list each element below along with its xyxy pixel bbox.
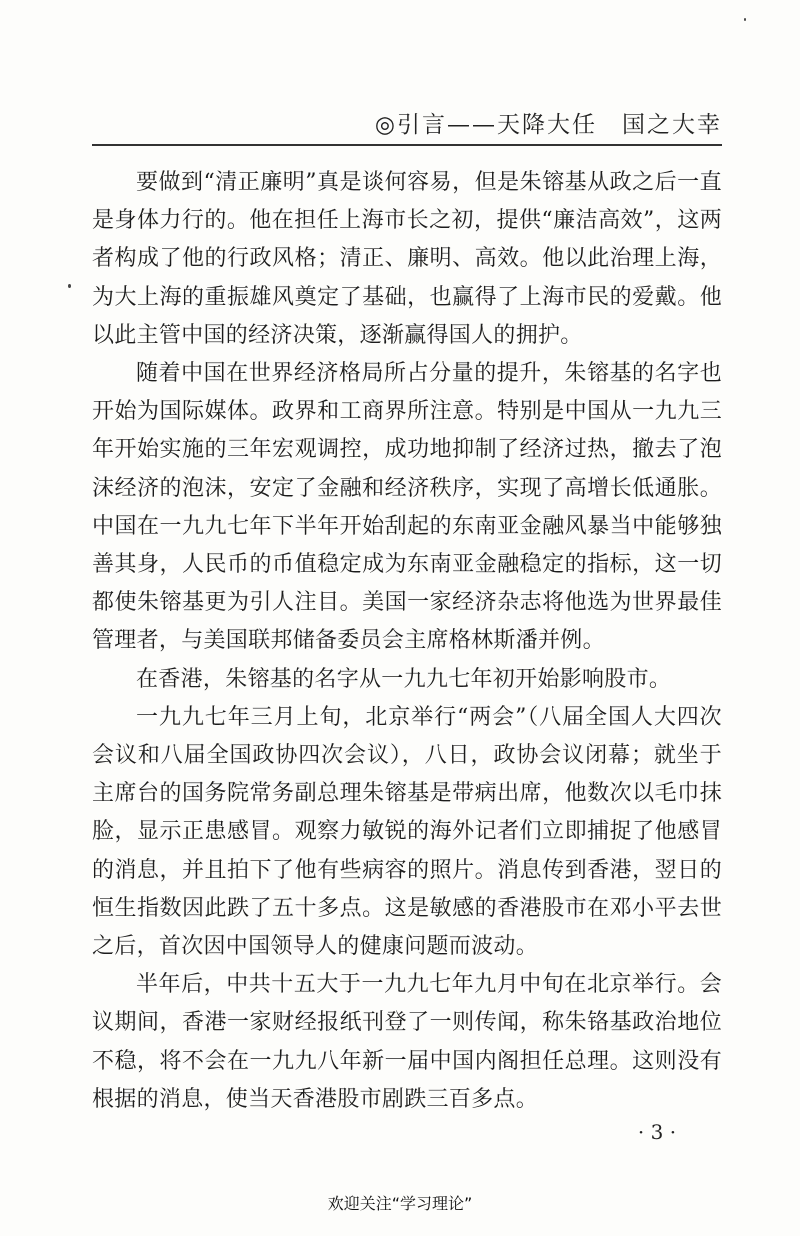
header-rule (92, 144, 722, 146)
page-number: · 3 · (637, 1120, 677, 1144)
paragraph: 要做到“清正廉明”真是谈何容易，但是朱镕基从政之后一直是身体力行的。他在担任上海市长之初，提供“廉洁高效”，这两者构成了他的行政风格；清正、廉明、高效。他以此治理上海，为大上海的重振雄风奠定了基础，也赢得了上海市民的爱戴。他以此主管中国的经济决策，逐渐赢得国人的拥护。 (92, 170, 722, 348)
running-header: ◎引言——天降大任 国之大幸 (374, 112, 722, 138)
paragraph: 一九九七年三月上旬，北京举行“两会”（八届全国人大四次会议和八届全国政协四次会议），八日，政协会议闭幕；就坐于主席台的国务院常务副总理朱镕基是带病出席，他数次以毛巾抹脸，显示正患感冒。观察力敏锐的海外记者们立即捕捉了他感冒的消息，并且拍下了他有些病容的照片。消息传到香港，翌日的恒生指数因此跌了五十多点。这是敏感的香港股市在邓小平去世之后，首次因中国领导人的健康问题而波动。 (92, 704, 722, 960)
scan-speck (744, 18, 746, 21)
paragraph: 在香港，朱镕基的名字从一九九七年初开始影响股市。 (136, 666, 672, 692)
paragraph: 半年后，中共十五大于一九九七年九月中旬在北京举行。会议期间，香港一家财经报纸刊登了一则传闻，称朱铬基政治地位不稳，将不会在一九九八年新一届中国内阁担任总理。这则没有根据的消息，使当天香港股市剧跌三百多点。 (92, 972, 722, 1112)
body-text (92, 164, 722, 1119)
scan-speck (68, 284, 71, 288)
paragraph: 随着中国在世界经济格局所占分量的提升，朱镕基的名字也开始为国际媒体。政界和工商界所注意。特别是中国从一九九三年开始实施的三年宏观调控，成功地抑制了经济过热，撤去了泡沫经济的泡沫，安定了金融和经济秩序，实现了高增长低通胀。中国在一九九七年下半年开始刮起的东南亚金融风暴当中能够独善其身，人民币的币值稳定成为东南亚金融稳定的指标，这一切都使朱镕基更为引人注目。美国一家经济杂志将他选为世界最佳管理者，与美国联邦储备委员会主席格林斯潘并例。 (92, 361, 722, 654)
footer-note: 欢迎关注“学习理论” (327, 1194, 473, 1213)
